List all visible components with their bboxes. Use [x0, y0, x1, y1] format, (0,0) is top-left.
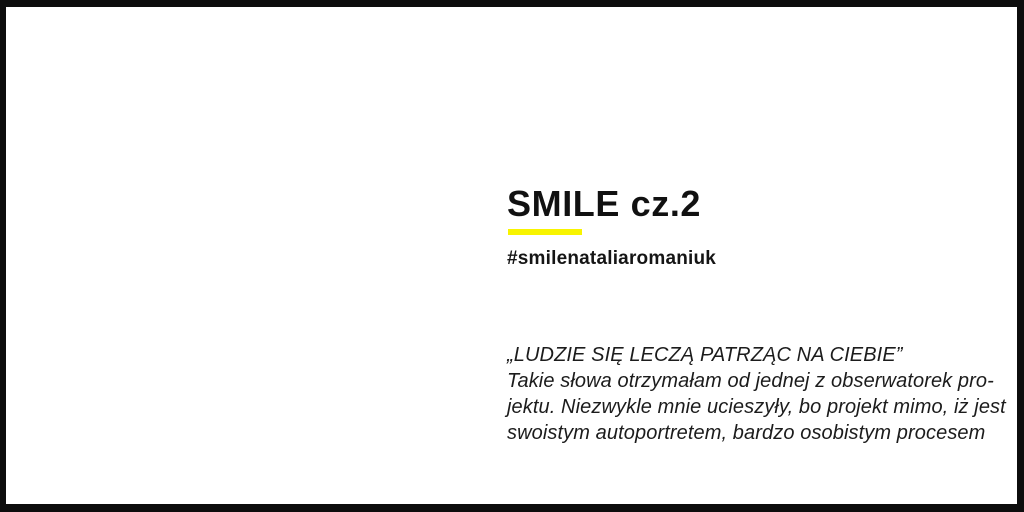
- title-underline-accent: [508, 229, 582, 235]
- poster-title: SMILE cz.2: [507, 183, 702, 224]
- quote-line: jektu. Niezwykle mnie ucieszyły, bo projekt mimo, iż jest: [507, 396, 1006, 418]
- poster-hashtag: #smilenataliaromaniuk: [507, 248, 717, 269]
- quote-block: [507, 342, 1006, 446]
- quote-line: Takie słowa otrzymałam od jednej z obserwatorek pro-: [507, 370, 994, 392]
- quote-line: swoistym autoportretem, bardzo osobistym procesem: [507, 422, 986, 444]
- quote-line: „LUDZIE SIĘ LECZĄ PATRZĄC NA CIEBIE”: [507, 344, 903, 366]
